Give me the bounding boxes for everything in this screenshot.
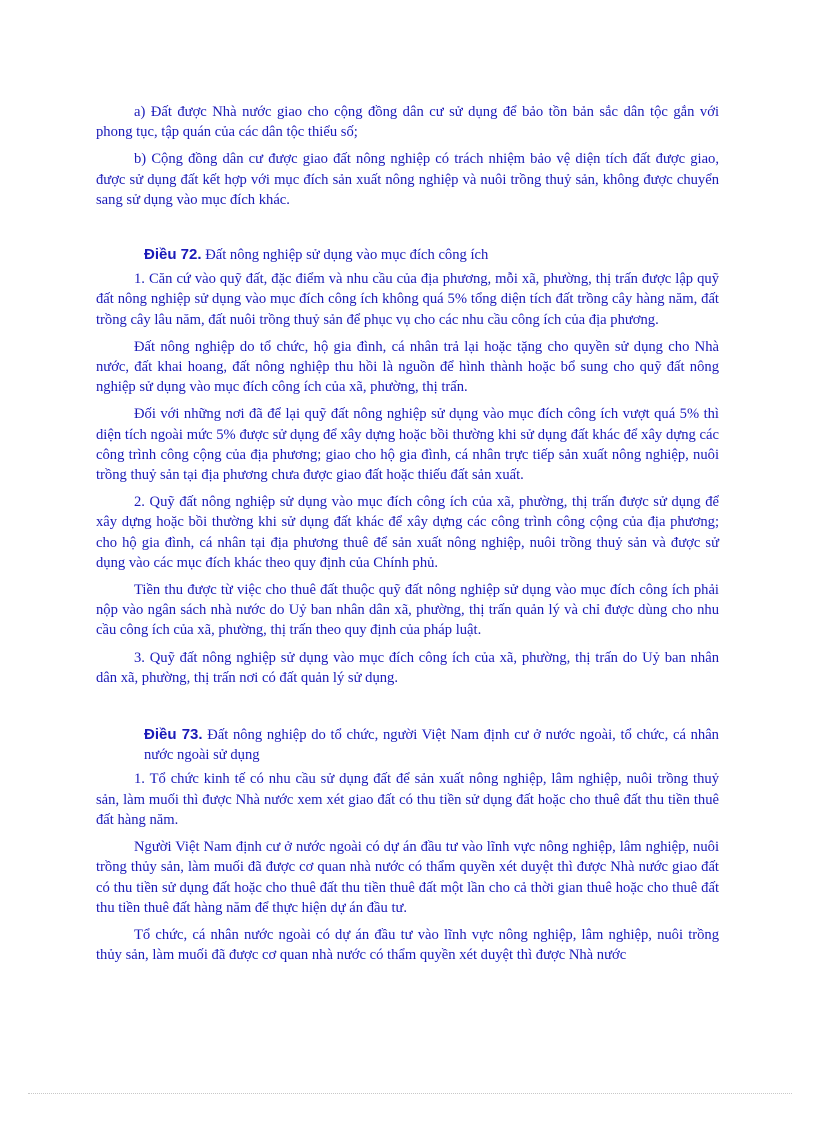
article-73-label: Điều 73. — [144, 726, 203, 744]
article-72-title: Đất nông nghiệp sử dụng vào mục đích công ích — [205, 247, 489, 264]
article-73-title: Đất nông nghiệp do tổ chức, người Việt Nam định cư ở nước ngoài, tổ chức, cá nhân nước ngoài sử dụng — [144, 727, 719, 764]
article-72-heading — [96, 245, 719, 265]
article-72-paragraph: Đất nông nghiệp do tổ chức, hộ gia đình, cá nhân trả lại hoặc tặng cho quyền sử dụng cho Nhà nước, đất khai hoang, đất nông nghiệp thu hồi là nguồn để hình thành hoặc bổ sung cho quỹ đất nông nghiệp sử dụng vào mục đích công ích của xã, phường, thị trấn. — [96, 338, 719, 396]
section-spacer — [96, 217, 719, 245]
article-72-paragraph: 2. Quỹ đất nông nghiệp sử dụng vào mục đích công ích của xã, phường, thị trấn được sử dụng để xây dựng hoặc bồi thường khi sử dụng đất khác để xây dựng các công trình công cộng của địa phương; cho hộ gia đình, cá nhân tại địa phương thuê để sản xuất nông nghiệp, nuôi trồng thuỷ sản và được sử dụng vào các mục đích khác theo quy định của Chính phủ. — [96, 494, 719, 571]
text-column — [96, 102, 719, 972]
paragraph-b: b) Cộng đồng dân cư được giao đất nông nghiệp có trách nhiệm bảo vệ diện tích đất được giao, được sử dụng đất kết hợp với mục đích sản xuất nông nghiệp và nuôi trồng thuỷ sản, không được chuyển sang sử dụng vào mục đích khác. — [96, 151, 719, 208]
section-spacer — [96, 695, 719, 725]
article-73-paragraph: Tổ chức, cá nhân nước ngoài có dự án đầu tư vào lĩnh vực nông nghiệp, lâm nghiệp, nuôi trồng thủy sản, làm muối đã được cơ quan nhà nước có thẩm quyền xét duyệt thì được Nhà nước — [96, 926, 719, 964]
article-72-paragraph: 3. Quỹ đất nông nghiệp sử dụng vào mục đích công ích của xã, phường, thị trấn do Uỷ ban nhân dân xã, phường, thị trấn nơi có đất quản lý sử dụng. — [96, 649, 719, 686]
page-bottom-rule — [28, 1093, 792, 1094]
article-72-paragraph: 1. Căn cứ vào quỹ đất, đặc điểm và nhu cầu của địa phương, mỗi xã, phường, thị trấn được lập quỹ đất nông nghiệp sử dụng vào mục đích công ích không quá 5% tổng diện tích đất trồng cây hàng năm, đất trồng cây lâu năm, đất nuôi trồng thuỷ sản để phục vụ cho các nhu cầu công ích của địa phương. — [96, 271, 719, 328]
article-72-paragraph: Tiền thu được từ việc cho thuê đất thuộc quỹ đất nông nghiệp sử dụng vào mục đích công ích phải nộp vào ngân sách nhà nước do Uỷ ban nhân dân xã, phường, thị trấn quản lý và chỉ được dùng cho nhu cầu công ích của xã, phường, thị trấn theo quy định của pháp luật. — [96, 582, 719, 639]
article-73-heading — [96, 725, 719, 765]
article-73-paragraph: Người Việt Nam định cư ở nước ngoài có dự án đầu tư vào lĩnh vực nông nghiệp, lâm nghiệp, nuôi trồng thủy sản, làm muối đã được cơ quan nhà nước có thẩm quyền xét duyệt thì được Nhà nước giao đất có thu tiền sử dụng đất hoặc cho thuê đất thu tiền thuê đất một lần cho cả thời gian thuê hoặc cho thuê đất thu tiền thuê đất hàng năm để thực hiện dự án đầu tư. — [96, 839, 719, 916]
article-72-label: Điều 72. — [144, 246, 202, 264]
paragraph-a: a) Đất được Nhà nước giao cho cộng đồng dân cư sử dụng để bảo tồn bản sắc dân tộc gắn với phong tục, tập quán của các dân tộc thiểu số; — [96, 104, 719, 141]
article-72-paragraph: Đối với những nơi đã để lại quỹ đất nông nghiệp sử dụng vào mục đích công ích vượt quá 5% thì diện tích ngoài mức 5% được sử dụng để xây dựng hoặc bồi thường khi sử dụng đất khác để xây dựng các công trình công cộng của địa phương; giao cho hộ gia đình, cá nhân trực tiếp sản xuất nông nghiệp, nuôi trồng thuỷ sản tại địa phương chưa được giao đất hoặc thiếu đất sản xuất. — [96, 406, 719, 484]
article-73-paragraph: 1. Tổ chức kinh tế có nhu cầu sử dụng đất để sản xuất nông nghiệp, lâm nghiệp, nuôi trồng thuỷ sản, làm muối thì được Nhà nước xem xét giao đất có thu tiền sử dụng đất hoặc cho thuê đất thu tiền thuê đất hàng năm. — [96, 771, 719, 828]
